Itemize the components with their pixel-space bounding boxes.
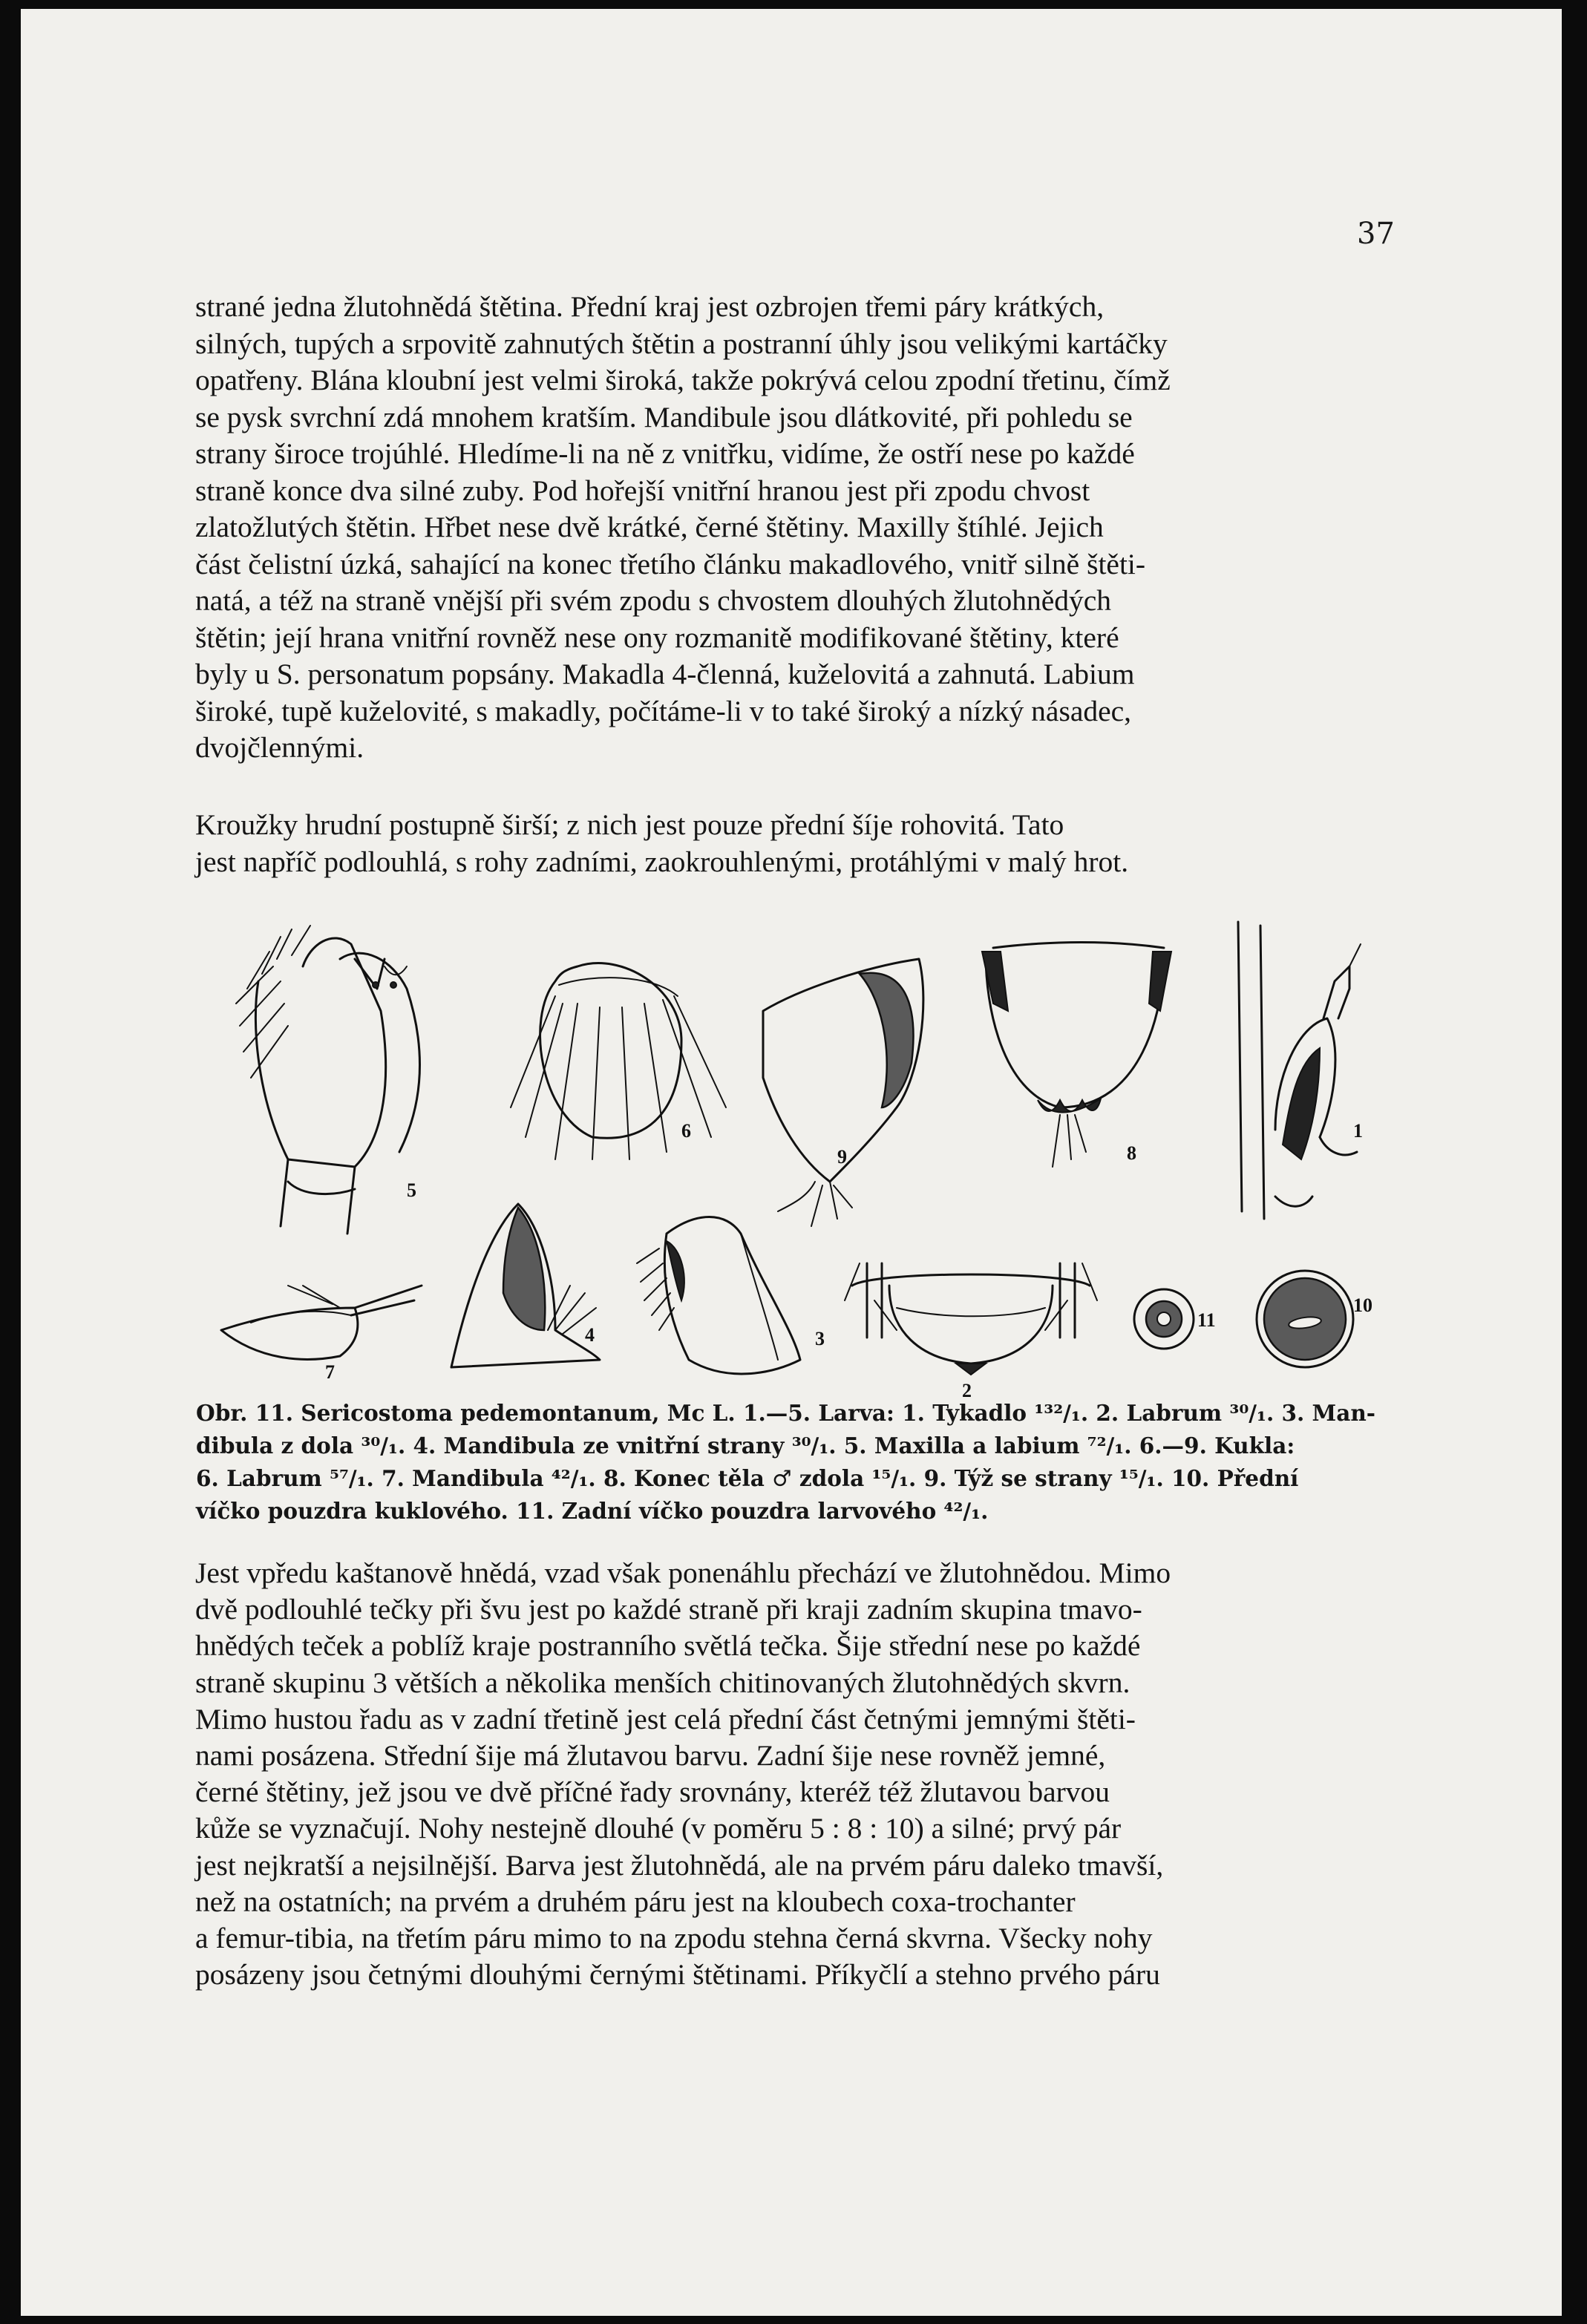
drawing-fig-7-pupa-mandible	[221, 1286, 422, 1359]
drawing-fig-3-mandible-below	[637, 1217, 800, 1374]
paragraph-coloration-legs: Jest vpředu kaštanově hnědá, vzad však ponenáhlu přechází ve žlutohnědou. Mimo dvě podlouhlé tečky při švu jest po každé straně při kraji zadním skupina tmavo- hnědých teček a poblíž kraje postranního světlá tečka. Šije střední nese po každé straně skupinu 3 větších a několika menších chitinovaných žlutohnědých skvrn. Mimo hustou řadu as v zadní třetině jest celá přední část četnými jemnými štěti- nami posázena. Střední šije má žlutavou barvu. Zadní šije nese rovněž jemné, černé štětiny, jež jsou ve dvě příčné řady srovnány, kteréž též žlutavou barvou kůže se vyznačují. Nohy nestejně dlouhé (v poměru 5 : 8 : 10) a silné; prvý pár jest nejkratší a nejsilnější. Barva jest žlutohnědá, ale na prvém páru daleko tmavší, než na ostatních; na prvém a druhém páru jest na kloubech coxa-trochanter a femur-tibia, na třetím páru mimo to na zpodu stehna černá skvrna. Všecky nohy posázeny jsou četnými dlouhými černými štětinami. Příkyčlí a stehno prvého páru	[195, 1557, 1171, 1991]
paragraph-thorax: Kroužky hrudní postupně širší; z nich jest pouze přední šíje rohovitá. Tato jest napříč podlouhlá, s rohy zadními, zaokrouhlenými, protáhlými v malý hrot.	[195, 808, 1129, 878]
drawing-fig-9-body-end-side	[763, 959, 923, 1226]
drawing-fig-1-antenna	[1238, 922, 1361, 1219]
figure-label-9: 9	[837, 1146, 847, 1168]
figure-label-1: 1	[1353, 1120, 1363, 1142]
figure-drawings	[206, 914, 1394, 1397]
figure-label-11: 11	[1197, 1309, 1216, 1331]
drawing-fig-10-pupal-case-lid	[1257, 1271, 1353, 1367]
book-page	[21, 9, 1562, 2316]
figure-label-4: 4	[585, 1324, 595, 1346]
drawing-fig-4-mandible-inner	[451, 1204, 600, 1367]
drawing-fig-5-maxilla-labium	[236, 926, 420, 1234]
drawing-fig-2-larval-labrum	[845, 1263, 1097, 1375]
page-number: 37	[1357, 217, 1395, 251]
figure-label-7: 7	[325, 1361, 335, 1383]
drawing-fig-8-body-end-below	[982, 943, 1171, 1168]
figure-caption: Obr. 11. Sericostoma pedemontanum, Mc L. 1.—5. Larva: 1. Tykadlo ¹³²/₁. 2. Labrum ³⁰/₁. 3. Man- dibula z dola ³⁰/₁. 4. Mandibula ze vnitřní strany ³⁰/₁. 5. Maxilla a labium ⁷²/₁. 6.—9. Kukla: 6. Labrum ⁵⁷/₁. 7. Mandibula ⁴²/₁. 8. Konec těla ♂ zdola ¹⁵/₁. 9. Týž se strany ¹⁵/₁. 10. Přední víčko pouzdra kuklového. 11. Zadní víčko pouzdra larvového ⁴²/₁.	[196, 1400, 1376, 1524]
figure-label-2: 2	[962, 1380, 972, 1397]
figure-label-10: 10	[1353, 1294, 1372, 1316]
figure-label-6: 6	[681, 1120, 691, 1142]
figure-label-3: 3	[815, 1328, 825, 1349]
figure-label-5: 5	[407, 1179, 416, 1201]
figure-label-8: 8	[1127, 1142, 1136, 1164]
drawing-fig-6-pupa-labrum	[511, 963, 726, 1159]
drawing-fig-11-larval-case-lid	[1134, 1289, 1194, 1349]
paragraph-mouthparts: strané jedna žlutohnědá štětina. Přední kraj jest ozbrojen třemi páry krátkých, silných, tupých a srpovitě zahnutých štětin a postranní úhly jsou velikými kartáčky opatřeny. Blána kloubní jest velmi široká, takže pokrývá celou zpodní třetinu, čímž se pysk svrchní zdá mnohem kratším. Mandibule jsou dlátkovité, při pohledu se strany široce trojúhlé. Hledíme-li na ně z vnitřku, vidíme, že ostří nese po každé straně konce dva silné zuby. Pod hořejší vnitřní hranou jest při zpodu chvost zlatožlutých štětin. Hřbet nese dvě krátké, černé štětiny. Maxilly štíhlé. Jejich část čelistní úzká, sahající na konec třetího článku makadlového, vnitř silně štěti- natá, a též na straně vnější při svém zpodu s chvostem dlouhých žlutohnědých štětin; její hrana vnitřní rovněž nese ony rozmanitě modifikované štětiny, které byly u S. personatum popsány. Makadla 4-členná, kuželovitá a zahnutá. Labium široké, tupě kuželovité, s makadly, počítáme-li v to také široký a nízký násadec, dvojčlennými.	[195, 290, 1171, 764]
figure-sericostoma-illustrations	[206, 914, 1394, 1397]
